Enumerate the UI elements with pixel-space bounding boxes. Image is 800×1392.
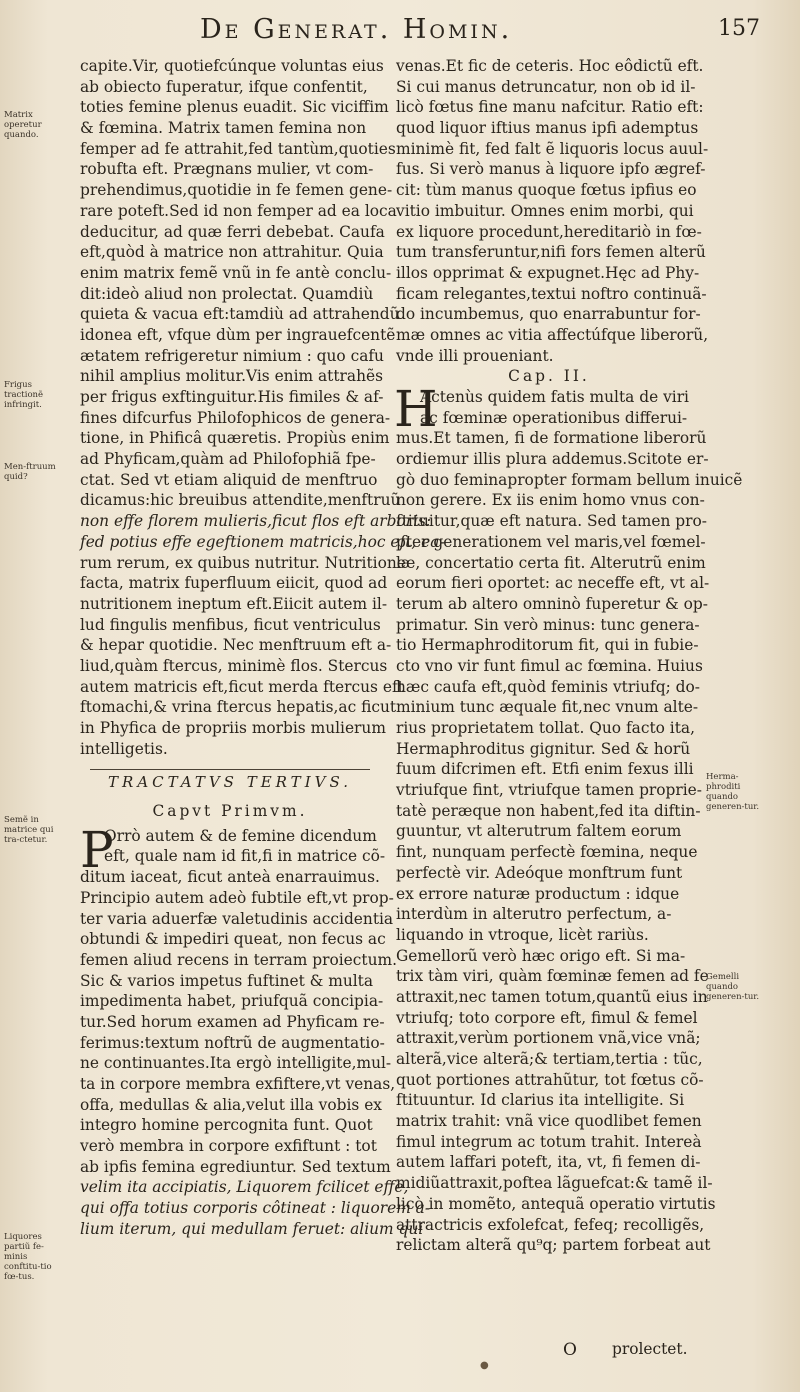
text-line: liud,quàm ftercus, minimè flos. Stercus xyxy=(80,656,388,675)
text-line: quot portiones attrahũtur, tot fœtus cõ- xyxy=(396,1070,704,1089)
text-line: pter generationem vel maris,vel fœmel- xyxy=(396,532,706,551)
text-line: ftituitur,quæ eft natura. Sed tamen pro- xyxy=(396,512,707,531)
text-line: ætatem refrigeretur nimium : quo cafu xyxy=(80,346,384,365)
text-line: velim ita accipiatis, Liquorem fcilicet effe, xyxy=(80,1178,409,1197)
right-column-text-top xyxy=(396,56,709,366)
margin-note-semen: Semẽ in matrice qui tra-ctetur. xyxy=(4,815,54,845)
text-line: minium tunc æquale fit,nec vnum alte- xyxy=(396,698,699,717)
text-line: ad Phyficam,quàm ad Philofophiã fpe- xyxy=(80,450,376,469)
text-line: ex errore naturæ productum : idque xyxy=(396,884,680,903)
margin-note-liquores: Liquores partiũ fe-minis conftitu-tio fœ-tus. xyxy=(4,1232,52,1282)
tract-heading: TRACTATVS TERTIVS. xyxy=(108,773,352,792)
text-line: minimè fit, fed falt ẽ liquoris locus auul- xyxy=(396,139,709,158)
left-column xyxy=(80,56,445,1240)
text-line: in Phyfica de propriis morbis mulierum xyxy=(80,719,386,737)
text-line: relictam alterã qu⁹q; partem forbeat aut xyxy=(396,1236,711,1255)
text-line: interdùm in alterutro perfectum, a- xyxy=(396,905,672,924)
text-line: ditum iaceat, ficut anteà enarrauimus. xyxy=(80,868,380,887)
text-line: ftomachi,& vrina ftercus hepatis,ac ficut xyxy=(80,698,397,717)
text-line: & hepar quotidie. Nec menftruum eft a- xyxy=(80,636,392,655)
text-line: fimul integrum ac totum trahit. Intereà xyxy=(396,1132,702,1151)
text-line: femen aliud recens in terram proiectum. xyxy=(80,950,397,969)
text-line: tione, in Phificâ quæretis. Propiùs enim xyxy=(80,429,390,448)
chapter-body xyxy=(80,820,431,1240)
drop-capital-h: H xyxy=(394,380,438,438)
text-line: rius proprietatem tollat. Quo facto ita, xyxy=(396,719,695,737)
chapter-2-heading: Cap. II. xyxy=(508,367,590,386)
margin-note-gemelli: Gemelli quando generen-tur. xyxy=(706,972,760,1002)
text-line: matrix trahit: vnã vice quodlibet femen xyxy=(396,1112,702,1131)
text-line: ftituuntur. Id clarius ita intelligite. Si xyxy=(396,1091,685,1110)
text-line: tio Hermaphroditorum fit, qui in fubie- xyxy=(396,636,699,655)
text-line: ac fœminæ operationibus differui- xyxy=(420,408,688,427)
text-line: verò membra in corpore exfiftunt : tot xyxy=(80,1137,377,1156)
text-line: primatur. Sin verò minus: tunc genera- xyxy=(396,615,700,634)
text-line: robufta eft. Prægnans mulier, vt com- xyxy=(80,160,374,179)
text-line: offa, medullas & alia,velut illa vobis ex xyxy=(80,1095,382,1114)
text-line: quod liquor iftius manus ipfi ademptus xyxy=(396,119,699,138)
catchword: prolectet. xyxy=(612,1340,688,1358)
text-line: vitio imbuitur. Omnes enim morbi, qui xyxy=(396,201,694,220)
left-column-text-top xyxy=(80,56,445,759)
text-line: facta, matrix fuperfluum eiicit, quod ad xyxy=(80,574,388,593)
text-line: fint, nunquam perfectè fœmina, neque xyxy=(396,843,698,862)
margin-note-menstruum: Men-ftruum quid? xyxy=(4,462,56,482)
text-line: mus.Et tamen, fi de formatione liberorũ xyxy=(396,429,707,448)
text-line: midiũattraxit,poftea lãguefcat:& tamẽ il- xyxy=(396,1174,713,1193)
text-line: per frigus exftinguitur.His fimiles & af- xyxy=(80,388,384,406)
text-line: do incumbemus, quo enarrabuntur for- xyxy=(396,305,701,324)
text-line: terum ab altero omninò fuperetur & op- xyxy=(396,594,708,613)
text-line: autem matricis eft,ficut merda ftercus eft xyxy=(80,677,404,696)
text-line: prehendimus,quotidie in fe femen gene- xyxy=(80,181,393,200)
text-line: Principio autem adeò fubtile eft,vt prop- xyxy=(80,888,394,907)
text-line: idonea eft, vfque dùm per ingrauefcentẽ xyxy=(80,325,396,344)
text-line: licò in momẽto, antequã operatio virtutis xyxy=(396,1194,716,1213)
text-line: deducitur, ad quæ ferri debebat. Caufa xyxy=(80,222,385,241)
text-line: guuntur, vt alterutrum faltem eorum xyxy=(396,822,682,841)
text-line: & fœmina. Matrix tamen femina non xyxy=(80,119,367,138)
text-line: fuum difcrimen eft. Etfi enim fexus illi xyxy=(396,760,694,779)
text-line: perfectè vir. Adeóque monftrum funt xyxy=(396,863,683,882)
text-line: fus. Si verò manus à liquore ipfo ægref- xyxy=(396,160,706,179)
text-line: capite.Vir, quotiefcúnque voluntas eius xyxy=(80,57,384,75)
text-line: ab ipfis femina egrediuntur. Sed textum xyxy=(80,1157,391,1176)
text-line: gò duo feminapropter formam bellum inuicẽ xyxy=(396,470,743,489)
margin-note-matrix: Matrix operetur quando. xyxy=(4,110,42,140)
text-line: vnde illi proueniant. xyxy=(396,346,554,365)
text-line: autem laffari poteft, ita, vt, fi femen di- xyxy=(396,1153,701,1172)
text-line: nutritionem ineptum eft.Eiicit autem il- xyxy=(80,594,388,613)
text-line: ter varia aduerfæ valetudinis accidentia xyxy=(80,909,394,928)
text-line: rum rerum, ex quibus nutritur. Nutritione xyxy=(80,553,406,572)
text-line: hæc caufa eft,quòd feminis vtriufq; do- xyxy=(396,677,700,696)
text-line: liquando in vtroque, licèt rariùs. xyxy=(396,925,649,944)
text-line: Gemellorũ verò hæc origo eft. Si ma- xyxy=(396,946,686,965)
text-line: ex liquore procedunt,hereditariò in fœ- xyxy=(396,222,702,241)
text-line: venas.Et fic de ceteris. Hoc eôdictũ eft. xyxy=(396,57,704,75)
text-line: tum transferuntur,nifi fors femen alterũ xyxy=(396,243,706,262)
text-line: intelligetis. xyxy=(80,739,168,758)
text-line: quieta & vacua eft:tamdiù ad attrahendũ xyxy=(80,305,400,324)
text-line: tur.Sed horum examen ad Phyficam re- xyxy=(80,1012,385,1031)
text-line: illos opprimat & expugnet.Hęc ad Phy- xyxy=(396,263,700,282)
text-line: attractricis exfolefcat, fefeq; recolligẽs, xyxy=(396,1215,705,1234)
text-line: dit:ideò aliud non prolectat. Quamdiù xyxy=(80,284,374,303)
text-line: attraxit,nec tamen totum,quantũ eius in xyxy=(396,987,708,1006)
text-line: non gerere. Ex iis enim homo vnus con- xyxy=(396,491,705,510)
text-line: Si cui manus detruncatur, non ob id il- xyxy=(396,77,696,96)
text-line: cto vno vir funt fimul ac fœmina. Huius xyxy=(396,656,703,675)
text-line: nihil amplius molitur.Vis enim attrahẽs xyxy=(80,367,383,386)
text-line: integro homine percognita funt. Quot xyxy=(80,1116,373,1135)
margin-note-hermaphroditi: Herma-phroditi quando generen-tur. xyxy=(706,772,760,812)
text-line: toties femine plenus euadit. Sic viciffim xyxy=(80,98,389,117)
left-column-text-bottom xyxy=(80,820,431,1240)
text-line: lium iterum, qui medullam feruet: alium qui xyxy=(80,1219,424,1238)
text-line: eft, quale nam id fit,fi in matrice cõ- xyxy=(104,847,386,866)
text-line: lud fingulis menfibus, ficut ventriculus xyxy=(80,615,381,634)
text-line: ne continuantes.Ita ergò intelligite,mul- xyxy=(80,1054,392,1073)
text-line: Actenùs quidem fatis multa de viri xyxy=(420,388,689,406)
text-line: fines difcurfus Philofophicos de genera- xyxy=(80,408,391,427)
chapter-heading: Capvt Primvm. xyxy=(152,802,308,821)
text-line: ctat. Sed vt etiam aliquid de menftruo xyxy=(80,470,378,489)
text-line: ta in corpore membra exfiftere,vt venas, xyxy=(80,1075,396,1093)
text-line: cit: tùm manus quoque fœtus ipfius eo xyxy=(396,181,697,200)
text-line: fed potius effe egeftionem matricis,hoc eft, ea- xyxy=(80,532,445,551)
text-line: obtundi & impediri queat, non fecus ac xyxy=(80,930,386,949)
text-line: eorum fieri oportet: ac neceffe eft, vt al- xyxy=(396,574,710,593)
text-line: attraxit,verùm portionem vnã,vice vnã; xyxy=(396,1029,701,1048)
text-line: licò fœtus fine manu nafcitur. Ratio eft: xyxy=(396,98,704,117)
text-line: qui offa totius corporis côtineat : liquorem a- xyxy=(80,1199,431,1218)
text-line: eft,quòd à matrice non attrahitur. Quia xyxy=(80,243,384,262)
margin-note-frigus: Frigus tractionẽ infringit. xyxy=(4,380,44,410)
text-line: femper ad fe attrahit,fed tantùm,quoties xyxy=(80,139,396,158)
text-line: alterã,vice alterã;& tertiam,tertia : tũc, xyxy=(396,1050,703,1068)
text-line: vtriufque fint, vtriufque tamen proprie- xyxy=(396,781,702,800)
text-line: tatè peræque non habent,fed ita diftin- xyxy=(396,801,701,820)
text-line: læ, concertatio certa fit. Alterutrũ enim xyxy=(396,553,706,572)
text-line: Orrò autem & de femine dicendum xyxy=(104,826,377,845)
text-line: trix tàm viri, quàm fœminæ femen ad fe xyxy=(396,967,709,986)
text-line: ficam relegantes,textui noftro continuã- xyxy=(396,284,707,303)
section-rule xyxy=(90,769,370,770)
text-line: non effe florem mulieris,ficut flos eft arboris: xyxy=(80,512,432,531)
drop-capital: P xyxy=(80,820,114,879)
ink-spot: ● xyxy=(480,1360,489,1371)
text-line: ferimus:textum noftrũ de augmentatio- xyxy=(80,1033,385,1052)
text-line: rare poteft.Sed id non femper ad ea loca xyxy=(80,201,397,220)
text-line: enim matrix femẽ vnũ in fe antè conclu- xyxy=(80,263,392,282)
running-title: De Generat. Homin. xyxy=(200,14,513,45)
running-header xyxy=(200,14,760,54)
text-line: Sic & varios impetus fuftinet & multa xyxy=(80,971,374,990)
signature-mark: O xyxy=(563,1340,577,1360)
page-number: 157 xyxy=(718,16,760,41)
text-line: dicamus:hic breuibus attendite,menftruũ xyxy=(80,491,401,510)
text-line: impedimenta habet, priufquã concipia- xyxy=(80,992,384,1011)
text-line: mæ omnes ac vitia affectúfque liberorũ, xyxy=(396,325,709,344)
text-line: vtriufq; toto corpore eft, fimul & femel xyxy=(396,1008,698,1027)
text-line: Hermaphroditus gignitur. Sed & horũ xyxy=(396,739,691,758)
text-line: ordiemur illis plura addemus.Scitote er- xyxy=(396,450,709,469)
text-line: ab obiecto fuperatur, ifque confentit, xyxy=(80,77,368,96)
